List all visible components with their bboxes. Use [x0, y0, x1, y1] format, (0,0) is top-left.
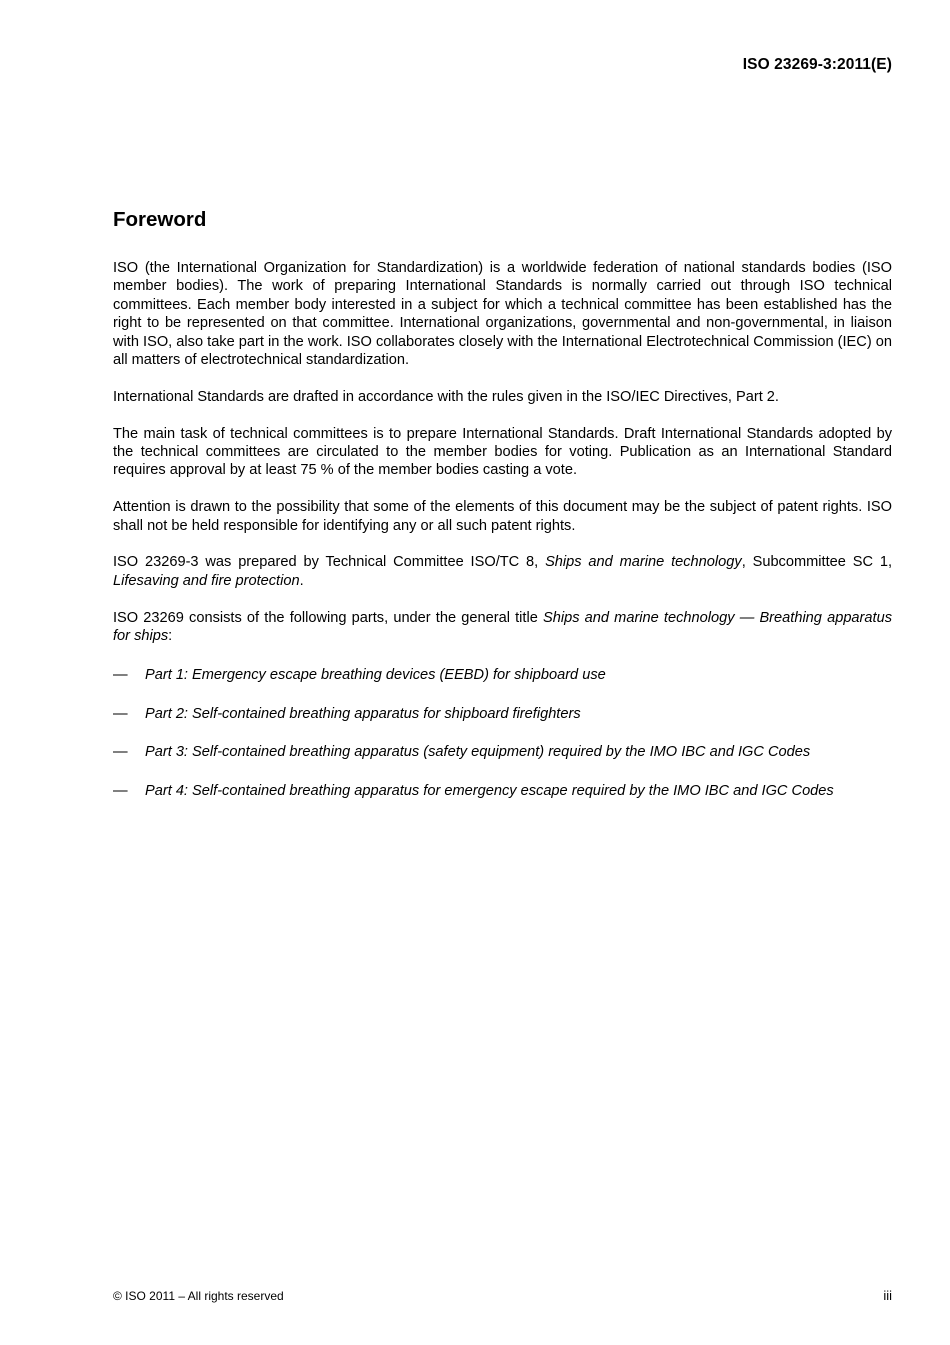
page-title: Foreword — [113, 208, 207, 231]
paragraph-directives: International Standards are drafted in accordance with the rules given in the ISO/IEC Directives, Part 2. — [113, 388, 779, 405]
subcommittee-title: Lifesaving and fire protection — [113, 572, 300, 589]
list-item — [113, 743, 892, 761]
paragraph-iso-federation: ISO (the International Organization for Standardization) is a worldwide federation of national standards bodies (ISO member bodies). The work of preparing International Standards is normally carried out through ISO technical committees. Each member body interested in a subject for which a technical committee has been established has the right to be represented on that committee. International organizations, governmental and non-governmental, in liaison with ISO, also take part in the work. ISO collaborates closely with the International Electrotechnical Commission (IEC) on all matters of electrotechnical standardization. — [113, 260, 892, 369]
prepared-text-3: . — [299, 572, 304, 589]
footer-copyright: © ISO 2011 – All rights reserved — [113, 1289, 284, 1303]
list-dash: — — [113, 744, 128, 761]
page-number: iii — [883, 1288, 892, 1303]
part-1-title: Part 1: Emergency escape breathing devices (EEBD) for shipboard use — [145, 666, 606, 683]
list-dash: — — [113, 666, 128, 683]
prepared-text-1: ISO 23269-3 was prepared by Technical Committee ISO/TC 8, — [113, 554, 546, 571]
committee-title: Ships and marine technology — [545, 554, 742, 571]
part-2-title: Part 2: Self-contained breathing apparatus for shipboard firefighters — [145, 705, 581, 722]
list-item — [113, 782, 892, 800]
paragraph-patent-rights: Attention is drawn to the possibility that some of the elements of this document may be the subject of patent rights. ISO shall not be held responsible for identifying any or all such patent rights. — [113, 499, 892, 534]
document-identifier: ISO 23269-3:2011(E) — [742, 56, 892, 73]
paragraph-prepared-by — [113, 553, 892, 590]
list-item — [113, 666, 892, 684]
parts-intro-text-1: ISO 23269 consists of the following parts, under the general title — [113, 609, 543, 626]
parts-list — [113, 666, 892, 801]
paragraph-main-task: The main task of technical committees is to prepare International Standards. Draft International Standards adopted by the technical committees are circulated to the member bodies for voting. Publication as an International Standard requires approval by at least 75 % of the member bodies casting a vote. — [113, 425, 892, 479]
list-dash: — — [113, 783, 128, 800]
part-3-title: Part 3: Self-contained breathing apparatus (safety equipment) required by the IMO IBC and IGC Codes — [145, 744, 811, 761]
list-dash: — — [113, 705, 128, 722]
part-4-title: Part 4: Self-contained breathing apparatus for emergency escape required by the IMO IBC and IGC Codes — [145, 783, 834, 800]
foreword-body — [113, 259, 892, 821]
parts-intro-text-2: : — [168, 628, 173, 645]
paragraph-parts-intro — [113, 609, 892, 646]
general-title: Ships and marine technology — Breathing apparatus for ships — [113, 609, 892, 645]
prepared-text-2: , Subcommittee SC 1, — [741, 554, 893, 571]
list-item — [113, 705, 892, 723]
